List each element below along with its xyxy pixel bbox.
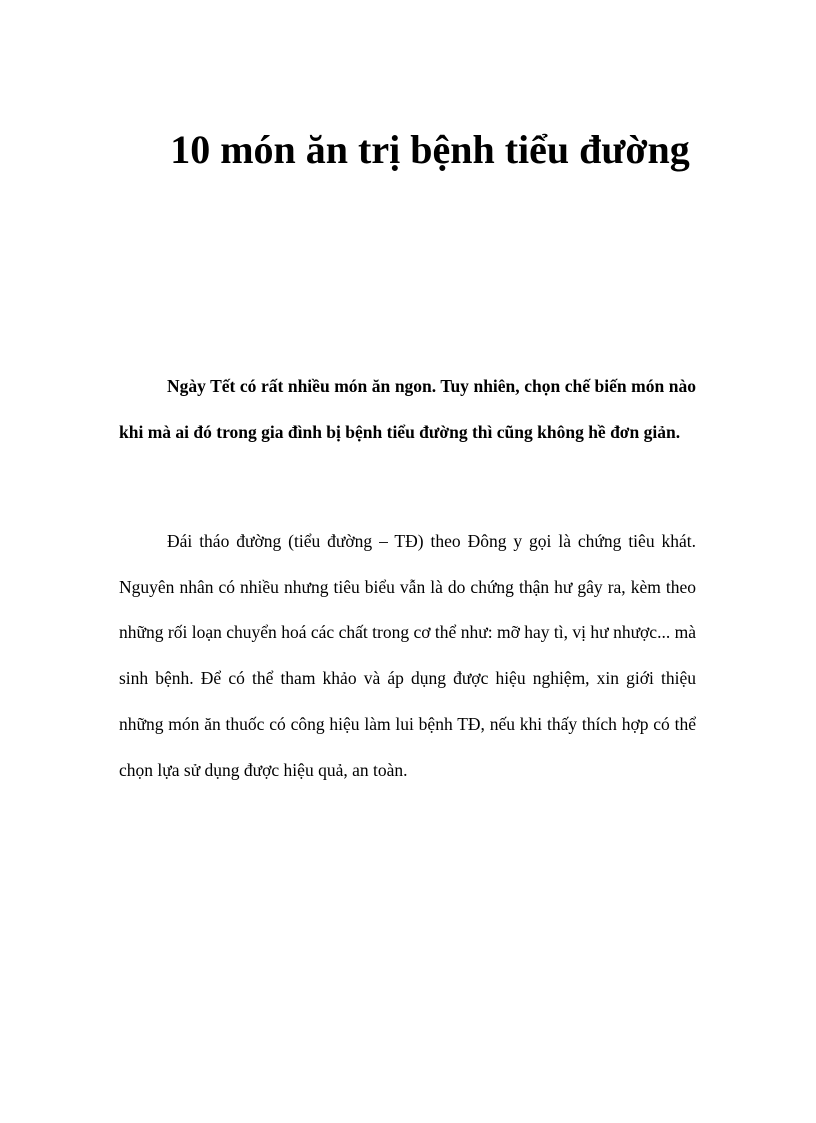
- body-paragraph: Đái tháo đường (tiểu đường – TĐ) theo Đông y gọi là chứng tiêu khát. Nguyên nhân có nhiều nhưng tiêu biểu vẫn là do chứng thận hư gây ra, kèm theo những rối loạn chuyển hoá các chất trong cơ thể như: mỡ hay tì, vị hư nhược... mà sinh bệnh. Để có thể tham khảo và áp dụng được hiệu nghiệm, xin giới thiệu những món ăn thuốc có công hiệu làm lui bệnh TĐ, nếu khi thấy thích hợp có thể chọn lựa sử dụng được hiệu quả, an toàn.: [119, 531, 696, 780]
- page-title: 10 món ăn trị bệnh tiểu đường: [170, 127, 690, 172]
- intro-paragraph: Ngày Tết có rất nhiều món ăn ngon. Tuy nhiên, chọn chế biến món nào khi mà ai đó trong gia đình bị bệnh tiểu đường thì cũng không hề đơn giản.: [119, 376, 696, 442]
